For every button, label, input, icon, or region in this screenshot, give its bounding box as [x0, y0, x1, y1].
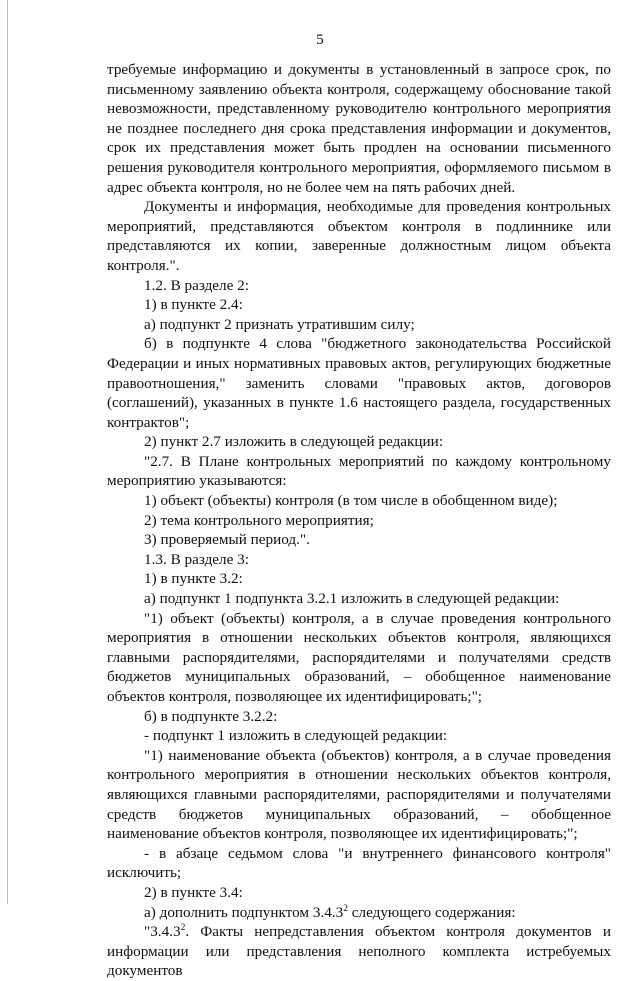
paragraph: [107, 707, 611, 727]
paragraph-text: а) подпункт 2 признать утратившим силу;: [144, 315, 415, 333]
paragraph-text: 1.3. В разделе 3:: [144, 550, 249, 568]
paragraph: [107, 922, 611, 981]
paragraph-text: Документы и информация, необходимые для проведения контрольных мероприятий, представляются объектом контроля в подлиннике или представляются их копии, заверенные должностным лицом объекта контроля.".: [107, 198, 611, 274]
paragraph-text: б) в подпункте 3.2.2:: [144, 707, 278, 725]
paragraph-text: 2) тема контрольного мероприятия;: [144, 511, 374, 529]
paragraph: [107, 550, 611, 570]
paragraph-text: 3) проверяемый период.".: [144, 531, 310, 549]
paragraph: [107, 903, 611, 923]
paragraph-text: - в абзаце седьмом слова "и внутреннего финансового контроля" исключить;: [107, 844, 611, 882]
paragraph: [107, 276, 611, 296]
paragraph-text: следующего содержания:: [347, 903, 516, 921]
paragraph: [107, 334, 611, 432]
paragraph-text: требуемые информацию и документы в установленный в запросе срок, по письменному заявлению объекта контроля, содержащему обоснование такой невозможности, представленному руководителю контрольного мероприятия не позднее последнего дня срока представления информации и документов, срок их представления может быть продлен на основании письменного решения руководителя контрольного мероприятия, оформляемого письмом в адрес объекта контроля, но не более чем на пять рабочих дней.: [107, 61, 611, 196]
paragraph-text: а) дополнить подпунктом 3.4.3: [144, 903, 344, 921]
paragraph: [107, 746, 611, 844]
paragraph-text: 1.2. В разделе 2:: [144, 276, 249, 294]
page-number: 5: [316, 32, 324, 48]
document-body: [107, 60, 611, 981]
paragraph: [107, 569, 611, 589]
paragraph-text: б) в подпункте 4 слова "бюджетного законодательства Российской Федерации и иных нормативных правовых актов, регулирующих бюджетные правоотношения," заменить словами "правовых актов, договоров (соглашений), указанных в пункте 1.6 настоящего раздела, государственных контрактов";: [107, 335, 611, 431]
paragraph: [107, 315, 611, 335]
page-edge-line: [7, 0, 8, 904]
paragraph: [107, 844, 611, 883]
paragraph-text: - подпункт 1 изложить в следующей редакции:: [144, 727, 448, 745]
paragraph: [107, 530, 611, 550]
paragraph: [107, 432, 611, 452]
paragraph: [107, 295, 611, 315]
paragraph-text: 2) в пункте 3.4:: [144, 883, 243, 901]
paragraph-text: . Факты непредставления объектом контроля документов и информации или представления неполного комплекта истребуемых документов: [107, 923, 611, 980]
superscript: 2: [343, 903, 348, 914]
paragraph: [107, 609, 611, 707]
paragraph-text: "1) наименование объекта (объектов) контроля, а в случае проведения контрольного мероприятия в отношении нескольких объектов контроля, являющихся главными распорядителями, распорядителями и получателями средств бюджетов муниципальных образований, – обобщенное наименование объектов контроля, позволяющее их идентифицировать;";: [107, 746, 611, 843]
paragraph-text: а) подпункт 1 подпункта 3.2.1 изложить в следующей редакции:: [144, 590, 560, 608]
paragraph: [107, 726, 611, 746]
paragraph: [107, 452, 611, 491]
paragraph: [107, 197, 611, 275]
paragraph-text: "1) объект (объекты) контроля, а в случае проведения контрольного мероприятия в отношении нескольких объектов контроля, являющихся главными распорядителями, распорядителями и получателями средств бюджетов муниципальных образований, – обобщенное наименование объектов контроля, позволяющее их идентифицировать;";: [107, 609, 611, 705]
paragraph: [107, 60, 611, 197]
paragraph-text: 1) в пункте 3.2:: [144, 570, 243, 588]
paragraph: [107, 883, 611, 903]
paragraph-text: "3.4.3: [144, 923, 181, 941]
paragraph-text: "2.7. В Плане контрольных мероприятий по каждому контрольному мероприятию указываются:: [107, 452, 611, 490]
paragraph-text: 2) пункт 2.7 изложить в следующей редакции:: [144, 433, 444, 451]
superscript: 2: [180, 923, 186, 934]
paragraph: [107, 491, 611, 511]
paragraph: [107, 511, 611, 531]
paragraph: [107, 589, 611, 609]
paragraph-text: 1) в пункте 2.4:: [144, 296, 243, 314]
paragraph-text: 1) объект (объекты) контроля (в том числе в обобщенном виде);: [144, 492, 558, 510]
